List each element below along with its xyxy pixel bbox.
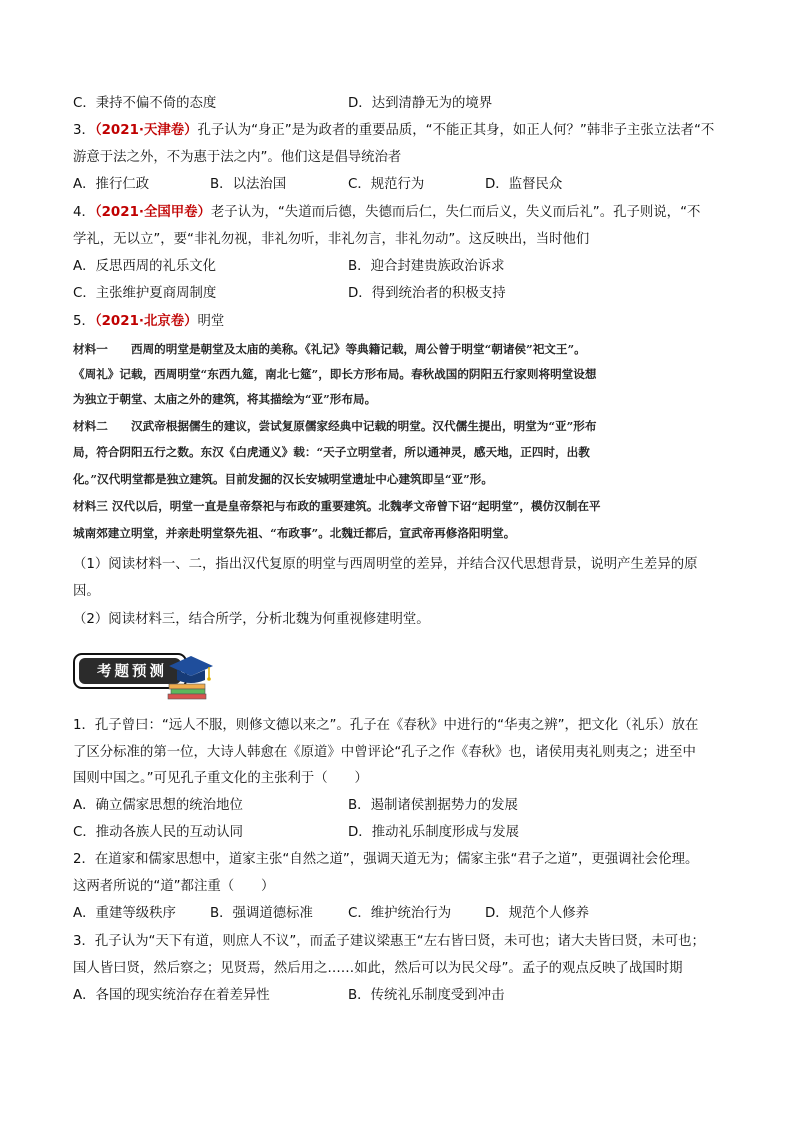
q3-option-a: A．推行仁政 <box>73 177 150 192</box>
p-q1-stem-line1: 1．孔子曾曰：“远人不服，则修文德以来之”。孔子在《春秋》中进行的“华夷之辨”，把文化（礼乐）放在 <box>73 718 699 733</box>
q5-material-line: 局，符合阴阳五行之数。东汉《白虎通义》载：“天子立明堂者，所以通神灵，感天地，正四时，出教 <box>73 445 590 459</box>
q3-stem-line1: 3．（2021·天津卷）孔子认为“身正”是为政者的重要品质，“不能正其身，如正人何？”韩非子主张立法者“不 <box>73 123 715 138</box>
q4-stem-line2: 学礼，无以立”，要“非礼勿视，非礼勿听，非礼勿言，非礼勿动”。这反映出，当时他们 <box>73 232 590 247</box>
q5-source: （2021·北京卷） <box>94 314 198 329</box>
p-q2-option-b: B．强调道德标准 <box>210 906 313 921</box>
q4-option-b: B．迎合封建贵族政治诉求 <box>348 259 505 274</box>
p-q3-stem-line1: 3．孔子认为“天下有道，则庶人不议”，而孟子建议梁惠王“左右皆曰贤，未可也；诸大夫皆曰贤，未可也； <box>73 934 705 949</box>
p-q3-option-a: A．各国的现实统治存在着差异性 <box>73 988 270 1003</box>
q3-option-d: D．监督民众 <box>485 177 563 192</box>
q4-option-d: D．得到统治者的积极支持 <box>348 286 506 301</box>
q5-sub2: （2）阅读材料三，结合所学，分析北魏为何重视修建明堂。 <box>73 612 430 627</box>
q5-sub1-line2: 因。 <box>73 584 100 599</box>
q3-source: （2021·天津卷） <box>94 123 198 138</box>
q4-stem-line1: 4．（2021·全国甲卷）老子认为，“失道而后德，失德而后仁，失仁而后义，失义而后礼”。孔子则说，“不 <box>73 205 701 220</box>
p-q2-option-d: D．规范个人修养 <box>485 906 590 921</box>
q2-option-d: D．达到清静无为的境界 <box>348 96 493 111</box>
q4-option-a: A．反思西周的礼乐文化 <box>73 259 217 274</box>
q5-sub1-line1: （1）阅读材料一、二，指出汉代复原的明堂与西周明堂的差异，并结合汉代思想背景，说明产生差异的原 <box>73 557 698 572</box>
q5-material-line: 材料一 西周的明堂是朝堂及太庙的美称。《礼记》等典籍记载，周公曾于明堂“朝诸侯”祀文王”。 <box>73 342 586 356</box>
p-q1-option-c: C．推动各族人民的互动认同 <box>73 825 244 840</box>
p-q2-stem-line2: 这两者所说的“道”都注重（ ） <box>73 879 275 894</box>
q5-material-line: 《周礼》记载，西周明堂“东西九筵，南北七筵”，即长方形布局。春秋战国的阴阳五行家则将明堂设想 <box>73 367 597 381</box>
q3-stem-line2: 游意于法之外，不为惠于法之内”。他们这是倡导统治者 <box>73 150 402 165</box>
q5-material-line: 材料三 汉代以后，明堂一直是皇帝祭祀与布政的重要建筑。北魏孝文帝曾下诏“起明堂”，模仿汉制在平 <box>73 499 601 513</box>
badge-label: 考题预测 <box>97 664 167 680</box>
exam-prediction-badge <box>73 648 213 700</box>
p-q1-option-b: B．遏制诸侯割据势力的发展 <box>348 798 518 813</box>
q3-option-c: C．规范行为 <box>348 177 425 192</box>
p-q2-option-a: A．重建等级秩序 <box>73 906 176 921</box>
q4-source: （2021·全国甲卷） <box>94 205 211 220</box>
p-q3-option-b: B．传统礼乐制度受到冲击 <box>348 988 505 1003</box>
q2-option-c: C．秉持不偏不倚的态度 <box>73 96 217 111</box>
p-q1-stem-line3: 国则中国之。”可见孔子重文化的主张利于（ ） <box>73 771 368 786</box>
p-q3-stem-line2: 国人皆曰贤，然后察之；见贤焉，然后用之……如此，然后可以为民父母”。孟子的观点反映了战国时期 <box>73 961 683 976</box>
q5-material-line: 为独立于朝堂、太庙之外的建筑，将其描绘为“亚”形布局。 <box>73 392 377 406</box>
q5-material-line: 化。”汉代明堂都是独立建筑。目前发掘的汉长安城明堂遗址中心建筑即呈“亚”形。 <box>73 472 493 486</box>
q5-material-line: 城南郊建立明堂，并亲赴明堂祭先祖、“布政事”。北魏迁都后，宣武帝再修洛阳明堂。 <box>73 526 516 540</box>
p-q2-stem-line1: 2．在道家和儒家思想中，道家主张“自然之道”，强调天道无为；儒家主张“君子之道”，更强调社会伦理。 <box>73 852 699 867</box>
p-q1-option-a: A．确立儒家思想的统治地位 <box>73 798 243 813</box>
q3-option-b: B．以法治国 <box>210 177 287 192</box>
books-icon <box>168 684 206 699</box>
p-q2-option-c: C．维护统治行为 <box>348 906 452 921</box>
p-q1-option-d: D．推动礼乐制度形成与发展 <box>348 825 519 840</box>
q4-option-c: C．主张维护夏商周制度 <box>73 286 217 301</box>
q5-stem: 5．（2021·北京卷）明堂 <box>73 314 225 329</box>
p-q1-stem-line2: 了区分标准的第一位，大诗人韩愈在《原道》中曾评论“孔子之作《春秋》也，诸侯用夷礼则夷之；进至中 <box>73 745 696 760</box>
q5-material-line: 材料二 汉武帝根据儒生的建议，尝试复原儒家经典中记载的明堂。汉代儒生提出，明堂为“亚”形布 <box>73 419 597 433</box>
